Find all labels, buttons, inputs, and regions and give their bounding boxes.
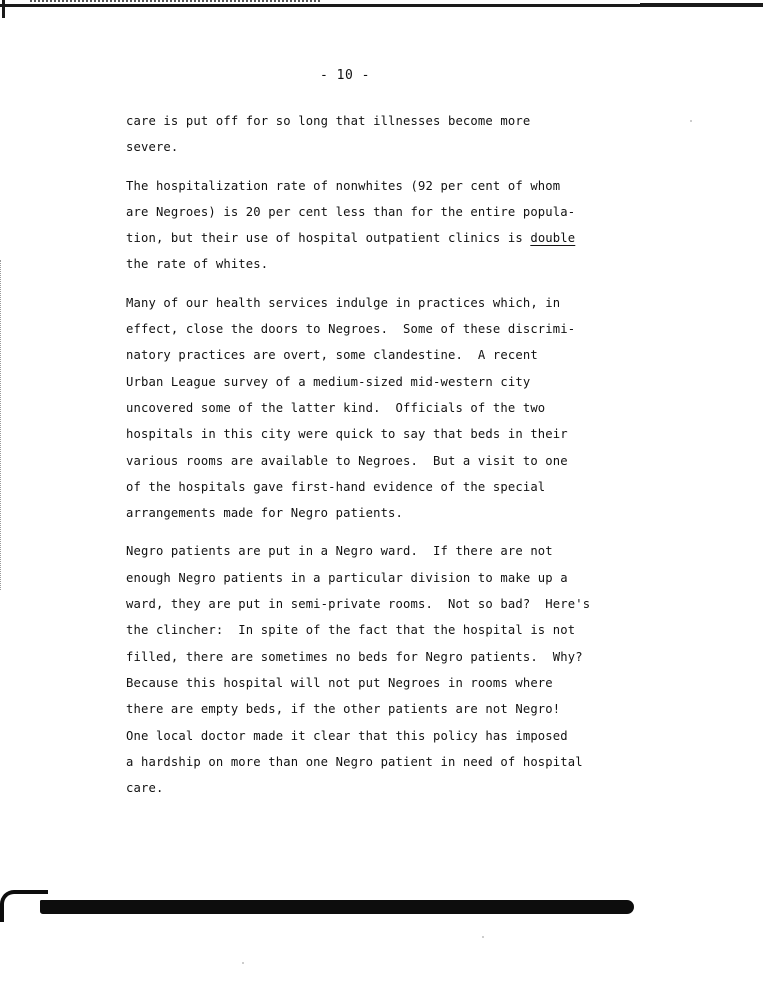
text-line: hospitals in this city were quick to say that beds in their — [126, 427, 568, 442]
text-line: ward, they are put in semi-private rooms. Not so bad? Here's — [126, 597, 591, 612]
left-margin-scan-artifact — [0, 260, 4, 590]
text-line: natory practices are overt, some clandestine. A recent — [126, 348, 538, 363]
text-line: the rate of whites. — [126, 257, 269, 272]
text-line: of the hospitals gave first-hand evidence of the special — [126, 479, 546, 494]
scan-speck — [690, 120, 692, 122]
text-line: various rooms are available to Negroes. But a visit to one — [126, 453, 568, 468]
text-line: care. — [126, 781, 164, 796]
scan-speck — [242, 962, 244, 964]
bottom-border-bar — [40, 900, 634, 914]
top-left-corner-mark — [2, 0, 5, 18]
text-line: are Negroes) is 20 per cent less than for the entire popula- — [126, 204, 576, 219]
page-number: - 10 - — [320, 68, 370, 83]
text-line: enough Negro patients in a particular division to make up a — [126, 570, 568, 585]
paragraph-2 — [126, 173, 626, 278]
paragraph-4 — [126, 538, 626, 801]
top-border-rule-right — [640, 3, 763, 7]
text-line: severe. — [126, 140, 179, 155]
text-line: filled, there are sometimes no beds for Negro patients. Why? — [126, 649, 583, 664]
text-line: Many of our health services indulge in practices which, in — [126, 295, 561, 310]
text-line: the clincher: In spite of the fact that the hospital is not — [126, 623, 576, 638]
text-line: there are empty beds, if the other patients are not Negro! — [126, 702, 561, 717]
text-line — [126, 225, 626, 251]
top-border-dots — [30, 0, 320, 4]
paragraph-3 — [126, 290, 626, 527]
text-line: The hospitalization rate of nonwhites (92 per cent of whom — [126, 178, 561, 193]
document-body — [126, 108, 626, 813]
text-line: arrangements made for Negro patients. — [126, 506, 404, 521]
scan-speck — [482, 936, 484, 938]
text-line: One local doctor made it clear that this policy has imposed — [126, 728, 568, 743]
text-line: Urban League survey of a medium-sized mid-western city — [126, 374, 531, 389]
text-line-segment: tion, but their use of hospital outpatient clinics is — [126, 231, 531, 246]
text-line: Negro patients are put in a Negro ward. If there are not — [126, 544, 553, 559]
text-line: care is put off for so long that illnesses become more — [126, 114, 531, 128]
paragraph-1 — [126, 108, 626, 161]
text-line: effect, close the doors to Negroes. Some of these discrimi- — [126, 322, 576, 337]
underlined-emphasis: double — [530, 231, 576, 246]
text-line: uncovered some of the latter kind. Officials of the two — [126, 400, 546, 415]
text-line: Because this hospital will not put Negroes in rooms where — [126, 675, 553, 690]
text-line: a hardship on more than one Negro patient in need of hospital — [126, 754, 583, 769]
